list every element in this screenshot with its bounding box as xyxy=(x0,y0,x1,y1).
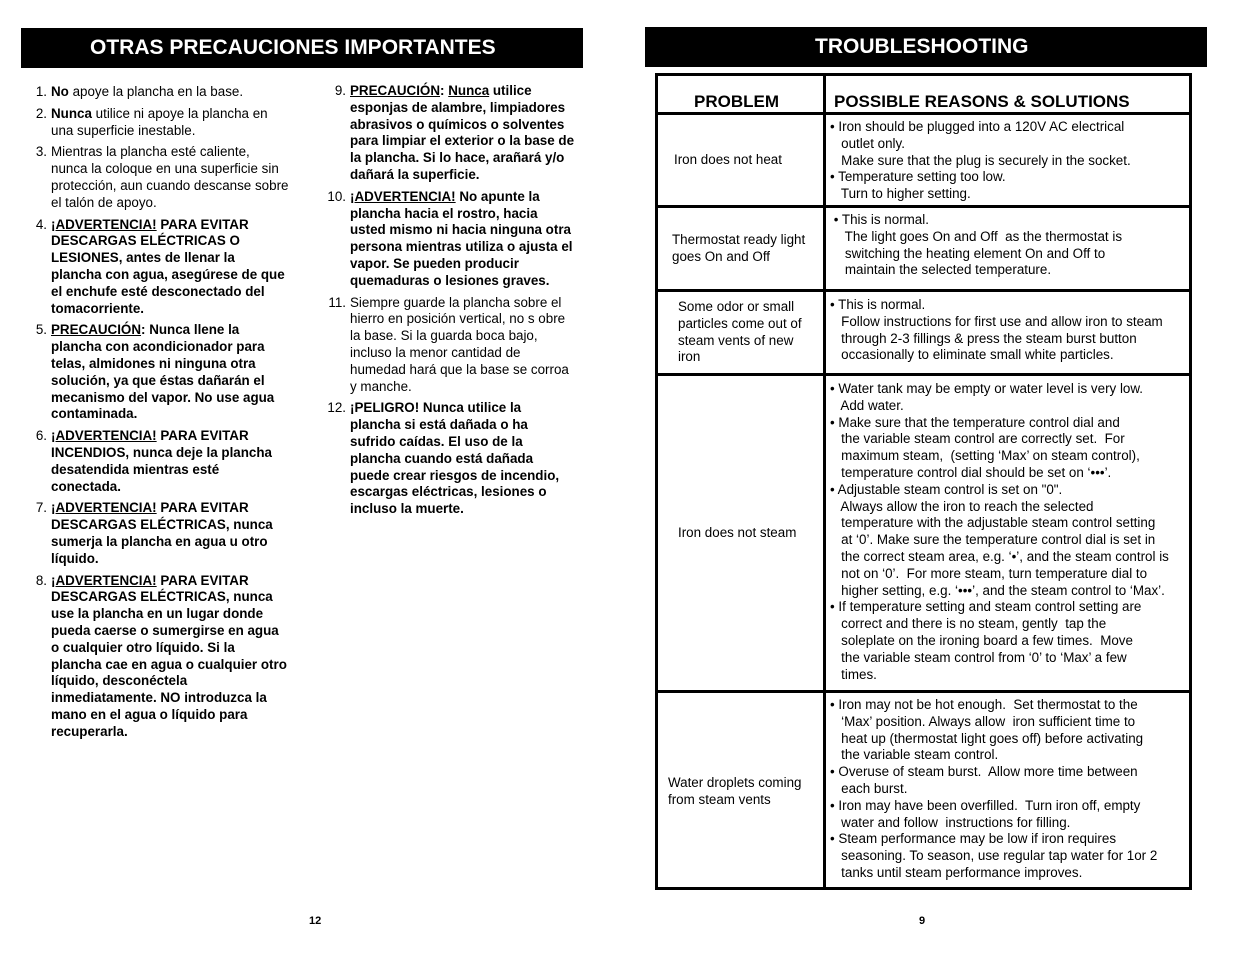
solution-line: Make sure that the plug is securely in the socket. xyxy=(830,152,1131,168)
solution-line: switching the heating element On and Off to xyxy=(830,245,1106,261)
solution-line: The light goes On and Off as the thermostat is xyxy=(830,228,1123,244)
solution-line: higher setting, e.g. ‘•••’, and the steam control to ‘Max’. xyxy=(830,582,1165,598)
item-text: apoye la plancha en la base. xyxy=(68,84,244,99)
page-number-right: 9 xyxy=(919,915,926,927)
solution-line: • If temperature setting and steam control setting are xyxy=(830,599,1142,615)
item-number: 4. xyxy=(35,216,47,232)
solution-line: soleplate on the ironing board a few times. Move xyxy=(830,632,1133,648)
item-text: PARA EVITAR DESCARGAS ELÉCTRICAS, nunca sumerja la plancha en agua u otro líquido. xyxy=(51,500,273,566)
item-number: 1. xyxy=(35,84,47,99)
item-text: utilice ni apoye la plancha en una superficie inestable. xyxy=(51,105,268,138)
solution-line: seasoning. To season, use regular tap water for 1or 2 xyxy=(830,848,1158,864)
solution-line: correct and there is no steam, gently tap the xyxy=(830,616,1107,632)
precaution-item xyxy=(328,294,575,396)
precaution-item xyxy=(35,216,289,318)
solution-line: Follow instructions for first use and allow iron to steam xyxy=(830,313,1163,329)
item-text: Nunca xyxy=(51,105,92,121)
solution-line: • Adjustable steam control is set on "0". xyxy=(830,481,1063,497)
solution-line: times. xyxy=(830,666,877,682)
item-text: utilice esponjas de alambre, limpiadores abrasivos o químicos o solventes para limpiar el exterior o la base de la plancha. Si lo hace, arañará y/o dañará la superficie. xyxy=(350,83,575,182)
solution-line: • Make sure that the temperature control dial and xyxy=(830,414,1120,430)
solution-line: through 2-3 fillings & press the steam burst button xyxy=(830,330,1137,346)
item-text: : Nunca llene la plancha con acondicionador para telas, almidones ni ninguna otra solución, ya que éstas dañarán el mecanismo del vapor. No use agua contaminada. xyxy=(51,322,275,422)
precaution-item xyxy=(327,188,575,290)
troubleshooting-table xyxy=(655,73,1192,890)
item-text: PRECAUCIÓN xyxy=(51,322,142,338)
item-text: ¡ADVERTENCIA! xyxy=(350,188,456,204)
precaution-item xyxy=(327,400,575,518)
problem-cell: Some odor or small particles come out of steam vents of new iron xyxy=(678,298,802,365)
item-text: PRECAUCIÓN xyxy=(350,83,441,98)
item-number: 5. xyxy=(35,322,47,338)
solution-line: • Temperature setting too low. xyxy=(830,169,1006,185)
precaution-item xyxy=(35,84,289,101)
page-title-left: OTRAS PRECAUCIONES IMPORTANTES xyxy=(21,28,583,68)
item-text: PARA EVITAR DESCARGAS ELÉCTRICAS O LESIONES, antes de llenar la plancha con agua, asegúrese de que el enchufe esté desconectado del tomacorriente. xyxy=(51,216,285,316)
item-text: ¡ADVERTENCIA! xyxy=(51,572,157,588)
solution-line: the correct steam area, e.g. ‘•’, and the steam control is xyxy=(830,548,1169,564)
solution-cell xyxy=(830,297,1190,364)
item-number: 11. xyxy=(328,294,346,310)
solution-line: heat up (thermostat light goes off) before activating xyxy=(830,730,1144,746)
solution-cell xyxy=(830,212,1190,279)
problem-cell: Thermostat ready light goes On and Off xyxy=(672,231,806,264)
solution-line: • Steam performance may be low if iron requires xyxy=(830,831,1117,847)
solution-line: each burst. xyxy=(830,780,908,796)
solution-line: ‘Max’ position. Always allow iron sufficient time to xyxy=(830,713,1136,729)
header-solutions: POSSIBLE REASONS & SOLUTIONS xyxy=(834,92,1130,111)
precaution-item xyxy=(334,83,575,184)
problem-cell: Iron does not steam xyxy=(678,524,797,540)
solution-line: maximum steam, (setting ‘Max’ on steam control), xyxy=(830,448,1140,464)
item-text: ¡ADVERTENCIA! xyxy=(51,500,157,516)
problem-cell: Iron does not heat xyxy=(674,151,782,167)
precaution-item xyxy=(35,105,289,140)
problem-cell: Water droplets coming from steam vents xyxy=(668,774,802,807)
item-text: No xyxy=(51,84,69,99)
solution-cell xyxy=(830,697,1190,882)
solution-line: Add water. xyxy=(830,397,904,413)
item-number: 3. xyxy=(35,144,47,160)
precaution-item xyxy=(35,322,289,423)
solution-line: temperature control dial should be set on ‘•••’. xyxy=(830,464,1112,480)
solution-line: occasionally to eliminate small white particles. xyxy=(830,347,1114,363)
solution-line: at ‘0’. Make sure the temperature control dial is set in xyxy=(830,532,1156,548)
solution-line: • Iron may have been overfilled. Turn iron off, empty xyxy=(830,797,1141,813)
item-text: Mientras la plancha esté caliente, nunca la coloque en una superficie sin protección, aun cuando descanse sobre el talón de apoyo. xyxy=(51,144,289,210)
header-problem: PROBLEM xyxy=(694,92,779,111)
item-text: PARA EVITAR DESCARGAS ELÉCTRICAS, nunca use la plancha en un lugar donde pueda caerse o sumergirse en agua o cualquier otro líquido. Si la plancha cae en agua o cualquier otro líquido, desconéctela inmediatamente. NO introduzca la mano en el agua o líquido para recuperarla. xyxy=(51,572,287,739)
page-number-left: 12 xyxy=(309,915,322,927)
precautions-column-2 xyxy=(327,83,575,523)
solution-line: the variable steam control are correctly set. For xyxy=(830,431,1125,447)
item-text: No apunte la plancha hacia el rostro, hacia usted mismo ni hacia ninguna otra persona mientras utiliza o ajusta el vapor. Se pueden producir quemaduras o lesiones graves. xyxy=(350,188,573,288)
item-text: ¡ADVERTENCIA! xyxy=(51,216,157,232)
item-text: : xyxy=(440,83,449,98)
precaution-item xyxy=(35,428,289,495)
solution-line: • Water tank may be empty or water level is very low. xyxy=(830,381,1144,396)
item-text: Siempre guarde la plancha sobre el hierro en posición vertical, no s obre la base. Si la guarda boca bajo, incluso la menor cantidad de humedad hará que la base se corroa y manche. xyxy=(350,294,569,394)
item-number: 8. xyxy=(35,572,47,588)
solution-line: the variable steam control from ‘0’ to ‘Max’ a few xyxy=(830,649,1127,665)
item-number: 2. xyxy=(35,105,47,121)
solution-cell xyxy=(830,119,1190,203)
solution-line: • Iron may not be hot enough. Set thermostat to the xyxy=(830,697,1138,712)
item-number: 7. xyxy=(35,500,47,516)
item-text: ¡PELIGRO! Nunca utilice la plancha si está dañada o ha sufrido caídas. El uso de la plancha cuando está dañada puede crear riesgos de incendio, escargas eléctricas, lesiones o incluso la muerte. xyxy=(350,400,560,517)
solution-line: outlet only. xyxy=(830,135,905,151)
precaution-item xyxy=(35,500,289,567)
solution-line: • Iron should be plugged into a 120V AC electrical xyxy=(830,119,1125,134)
solution-line: temperature with the adjustable steam control setting xyxy=(830,515,1156,531)
item-text: ¡ADVERTENCIA! xyxy=(51,428,157,444)
solution-line: tanks until steam performance improves. xyxy=(830,864,1083,880)
solution-line: maintain the selected temperature. xyxy=(830,262,1052,278)
precautions-column-1 xyxy=(35,84,289,745)
solution-line: the variable steam control. xyxy=(830,747,999,763)
solution-line: Turn to higher setting. xyxy=(830,186,971,202)
solution-line: Always allow the iron to reach the selected xyxy=(830,498,1094,514)
item-number: 6. xyxy=(35,428,47,444)
item-text: PARA EVITAR INCENDIOS, nunca deje la plancha desatendida mientras esté conectada. xyxy=(51,428,272,494)
solution-cell xyxy=(830,381,1190,683)
solution-line: • This is normal. xyxy=(830,212,929,227)
item-number: 9. xyxy=(334,83,346,98)
precaution-item xyxy=(35,144,289,211)
item-number: 12. xyxy=(327,400,346,416)
solution-line: • This is normal. xyxy=(830,297,926,312)
page-title-right: TROUBLESHOOTING xyxy=(645,27,1207,67)
solution-line: • Overuse of steam burst. Allow more time between xyxy=(830,764,1138,780)
precaution-item xyxy=(35,572,289,741)
item-number: 10. xyxy=(327,188,346,204)
solution-line: not on ‘0’. For more steam, turn temperature dial to xyxy=(830,565,1148,581)
solution-line: water and follow instructions for filling. xyxy=(830,814,1071,830)
item-text: Nunca xyxy=(448,83,490,98)
